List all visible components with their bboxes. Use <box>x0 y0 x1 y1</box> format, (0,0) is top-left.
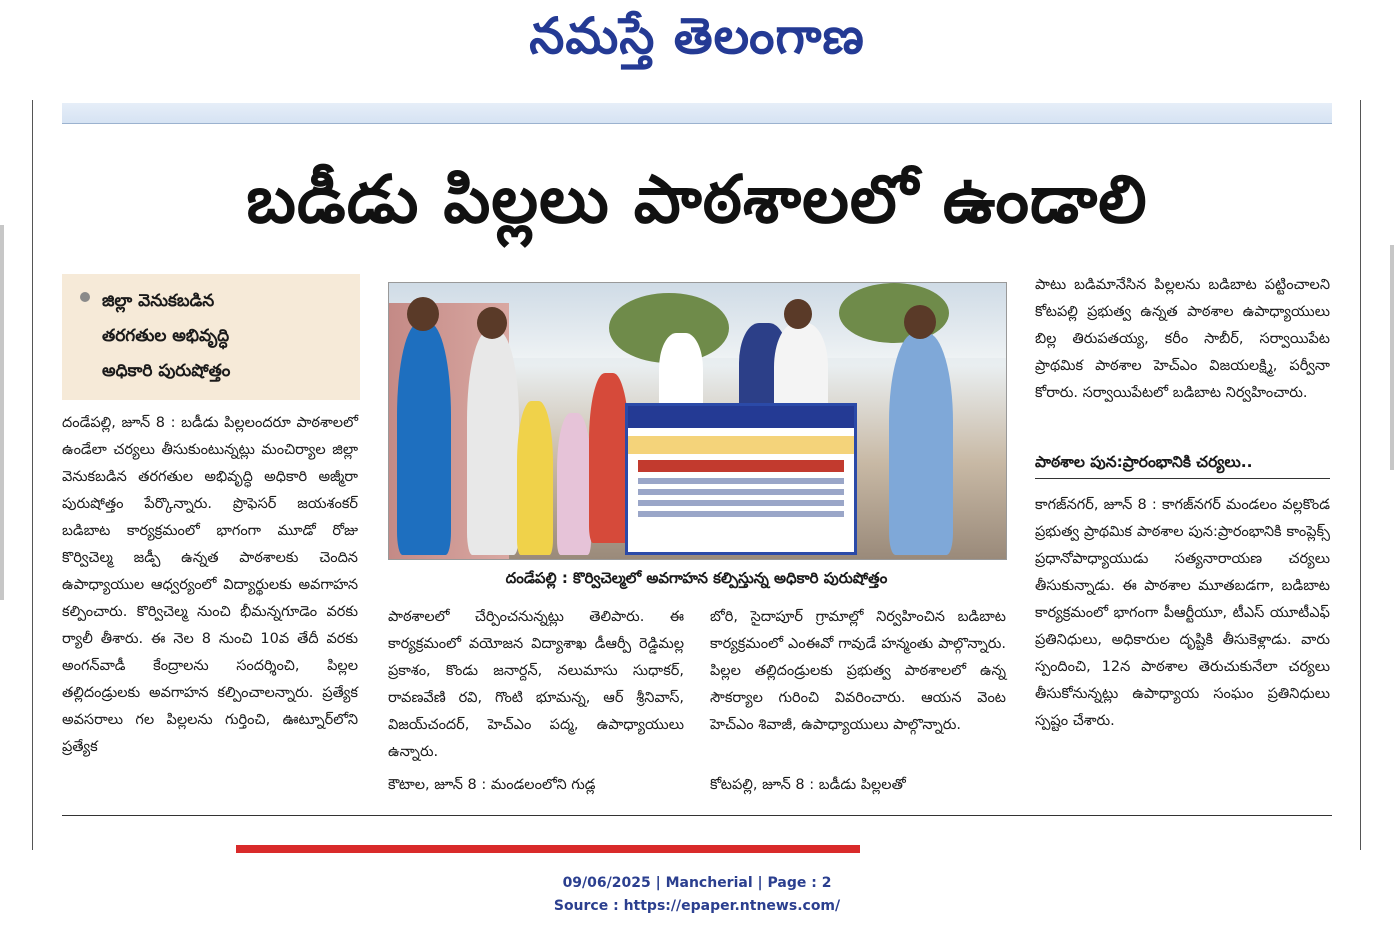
article-column-3: బోరి, సైదాపూర్ గ్రామాల్లో నిర్వహించిన బడిబాట కార్యక్రమంలో ఎంఈవో గావుడే హన్మంతు పాల్గొన్నారు. పిల్లల తల్లిదండ్రులకు ప్రభుత్వ పాఠశాలలో ఉన్న సౌకర్యాల గురించి వివరించారు. ఆయన వెంట హెచ్ఎం శివాజీ, ఉపాధ్యాయులు పాల్గొన్నారు. <box>710 609 1006 733</box>
callout-line: అధికారి పురుషోత్తం <box>102 361 231 381</box>
callout-line: తరగతుల అభివృద్ధి <box>102 326 230 346</box>
article-column-3-dateline: కోటపల్లి, జూన్ 8 : బడీడు పిల్లలతో <box>710 777 906 793</box>
footer <box>0 872 1394 918</box>
event-banner <box>625 403 857 555</box>
photo-caption: దండేపల్లి : కొర్విచెల్మలో అవగాహన కల్పిస్తున్న అధికారి పురుషోత్తం <box>505 569 888 587</box>
left-page-edge <box>0 100 8 840</box>
red-bar <box>236 845 860 853</box>
right-column-rule <box>1360 100 1361 850</box>
article-column-1: దండేపల్లి, జూన్ 8 : బడీడు పిల్లలందరూ పాఠశాలలో ఉండేలా చర్యలు తీసుకుంటున్నట్లు మంచిర్యాల జిల్లా వెనుకబడిన తరగతుల అభివృద్ధి అధికారి అజ్మీరా పురుషోత్తం పేర్కొన్నారు. ప్రొఫెసర్ జయశంకర్ బడిబాట కార్యక్రమంలో భాగంగా మూడో రోజు కొర్విచెల్మ జడ్పీ ఉన్నత పాఠశాలకు చెందిన ఉపాధ్యాయుల ఆధ్వర్యంలో విద్యార్థులకు అవగాహన కల్పించారు. కొర్విచెల్మ నుంచి భీమన్నగూడెం వరకు ర్యాలీ తీశారు. ఈ నెల 8 నుంచి 10వ తేదీ వరకు అంగన్‌వాడీ కేంద్రాలను సందర్శించి, పిల్లల తల్లిదండ్రులకు అవగాహన కల్పించాలన్నారు. ప్రత్యేక అవసరాలు గల పిల్లలను గుర్తించి, ఊట్నూర్‌లోని ప్రత్యేక <box>62 415 358 755</box>
article-headline: బడీడు పిల్లలు పాఠశాలలో ఉండాలి <box>246 161 1148 238</box>
article-column-2-dateline: కౌటాల, జూన్ 8 : మండలంలోని గుడ్ల <box>388 777 596 793</box>
footer-date-edition: 09/06/2025 | Mancherial | Page : 2 <box>562 875 832 891</box>
subheading-rule <box>1035 478 1330 479</box>
bottom-rule <box>62 815 1332 816</box>
article-column-4: పాటు బడిమానేసిన పిల్లలను బడిబాట పట్టించాలని కోటపల్లి ప్రభుత్వ ఉన్నత పాఠశాల ఉపాధ్యాయులు బిల్ల తిరుపతయ్య, కరీం సాబీర్, సర్వాయిపేట ప్రాథమిక పాఠశాల హెచ్ఎం విజయలక్ష్మి, పర్వీనా కోరారు. సర్వాయిపేటలో బడిబాట నిర్వహించారు. <box>1035 277 1330 401</box>
next-article-cutoff <box>893 844 1305 854</box>
article-photo <box>388 282 1007 560</box>
subheading: పాఠశాల పున:ప్రారంభానికి చర్యలు.. <box>1035 453 1253 471</box>
highlight-callout <box>62 274 360 400</box>
right-page-edge <box>1350 100 1394 840</box>
masthead-title: నమస్తే తెలంగాణ <box>529 6 865 65</box>
article-column-2: పాఠశాలలో చేర్పించనున్నట్లు తెలిపారు. ఈ కార్యక్రమంలో వయోజన విద్యాశాఖ డీఆర్పీ రెడ్డిమల్ల ప్రకాశం, కొండు జనార్దన్, నలుమాసు సుధాకర్, రావణవేణి రవి, గొంటి భూమన్న, ఆర్ శ్రీనివాస్, విజయ్‌చందర్, హెచ్ఎం పద్మ, ఉపాధ్యాయులు ఉన్నారు. <box>388 609 684 760</box>
top-band <box>62 103 1332 124</box>
callout-line: జిల్లా వెనుకబడిన <box>102 291 215 311</box>
left-column-rule <box>32 100 33 850</box>
bullet-icon <box>80 292 90 302</box>
footer-source[interactable]: Source : https://epaper.ntnews.com/ <box>553 898 841 914</box>
article-column-4b: కాగజ్‌నగర్, జూన్ 8 : కాగజ్‌నగర్ మండలం వల్లకొండ ప్రభుత్వ ప్రాథమిక పాఠశాల పున:ప్రారంభానికి కాంప్లెక్స్ ప్రధానోపాధ్యాయుడు సత్యనారాయణ చర్యలు తీసుకున్నాడు. ఈ పాఠశాల మూతబడగా, బడిబాట కార్యక్రమంలో భాగంగా పీఆర్టీయూ, టీఎస్ యూటీఎఫ్ ప్రతినిధులు, అధికారుల దృష్టికి తీసుకెళ్లాడు. వారు స్పందించి, 12న పాఠశాల తెరుచుకునేలా చర్యలు తీసుకోనున్నట్లు ఉపాధ్యాయ సంఘం ప్రతినిధులు స్పష్టం చేశారు. <box>1035 497 1330 729</box>
masthead <box>0 0 1394 80</box>
